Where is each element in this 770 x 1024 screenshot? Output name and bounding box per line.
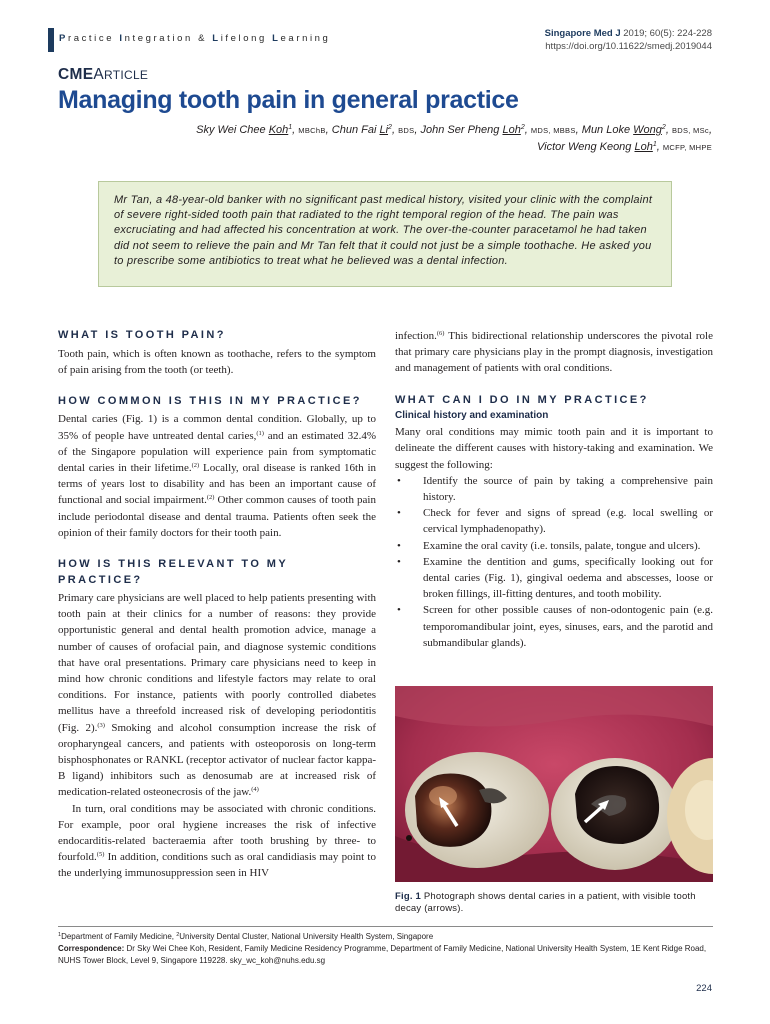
author-degree: MDS, MBBS (530, 126, 576, 135)
author-surname: Loh (502, 124, 521, 136)
citation: 2019; 60(5): 224-228 (620, 28, 712, 39)
journal-citation (545, 28, 712, 53)
paragraph: Many oral conditions may mimic tooth pain and it is important to delineate the different causes with history-taking and examination. We suggest the following: (395, 426, 713, 471)
heading-how-relevant: HOW IS THIS RELEVANT TO MY PRACTICE? (58, 558, 288, 586)
author-line-1 (100, 122, 712, 139)
examination-list (395, 473, 713, 651)
author: Mun Loke Wong$^2$, BDS, MSc, (581, 124, 712, 136)
author-surname: Li (379, 124, 389, 136)
citation-ref: (4) (251, 786, 259, 794)
bullet-icon: • (397, 507, 401, 520)
paragraph: Dental caries (Fig. 1) is a common dental condition. Globally, up to 35% of people have untreated dental caries,$^{(1)}$ and an estimated 32.4% of the Singapore population will experience pain from symptomatic dental caries in their lifetime.$^{(2)}$ Locally, oral disease is ranked 16th in terms of years lost to disability and has been an important cause of functional and social impairment.$^{(2)}$ Other common causes of tooth pain include periodontal disease and dental trauma. Patients often seek the opinion of their family doctors for their tooth pain. (58, 413, 376, 539)
author-surname: Koh (268, 124, 289, 136)
citation-ref: (3) (97, 721, 105, 729)
list-item: • Check for fever and signs of spread (e.g. local swelling or cervical lymphadenopathy). (397, 507, 713, 536)
bullet-icon: • (397, 555, 401, 568)
heading-how-common: HOW COMMON IS THIS IN MY PRACTICE? (58, 394, 362, 407)
author-degree: BDS (398, 126, 415, 135)
footnote-divider (58, 926, 713, 927)
case-vignette: Mr Tan, a 48-year-old banker with no significant past medical history, visited your clinic with the complaint of severe right-sided tooth pain that radiated to the right temporal region of the head. The pain was excruciating and had affected his concentration at work. The over-the-counter paracetamol he had taken did not seem to relieve the pain and Mr Tan felt that it could not just be a simple toothache. He asked you to prescribe some antibiotics to treat what he believed was a dental infection. (98, 181, 672, 287)
section-label-initial: I (119, 33, 125, 44)
heading-what-is-tooth-pain: WHAT IS TOOTH PAIN? (58, 329, 226, 341)
bullet-icon: • (397, 604, 401, 617)
heading-what-can-i-do: WHAT CAN I DO IN MY PRACTICE? (395, 393, 649, 406)
subheading-clinical-history: Clinical history and examination (395, 410, 549, 422)
list-item: • Screen for other possible causes of non-odontogenic pain (e.g. temporomandibular joint, eyes, sinuses, ears, and the parotid and submandibular glands). (397, 604, 713, 649)
section-label-initial: L (212, 33, 221, 44)
list-item: • Identify the source of pain by taking a comprehensive pain history. (397, 474, 713, 503)
figure-caption (395, 891, 713, 915)
affiliation-ref: 2 (520, 124, 525, 131)
citation-ref: (2) (191, 462, 200, 470)
author-degree: BDS, MSc (671, 126, 709, 135)
caption-text: Photograph shows dental caries in a patient, with visible tooth decay (arrows). (395, 891, 696, 914)
citation-ref: 1 (58, 932, 62, 938)
affiliation-ref: 2 (388, 124, 392, 131)
paragraph: In turn, oral conditions may be associated with chronic conditions. For example, poor oral hygiene increases the risk of infective endocarditis-related bacteraemia after tooth brushing by three- to fourfold.$^{(5)}$ In addition, conditions such as oral candidiasis may point to the underlying immunosuppression seen in HIV (58, 802, 376, 880)
author-degree: MCFP, MHPE (662, 143, 712, 152)
paragraph: Tooth pain, which is often known as toothache, refers to the symptom of pain arising from the tooth (or teeth). (58, 347, 376, 376)
correspondence: Correspondence: Dr Sky Wei Chee Koh, Resident, Family Medicine Residency Programme, Department of Family Medicine, National University Health System, 1E Kent Ridge Road, NUHS Tower Block, Level 9, Singapore 119228. sky_wc_koh@nuhs.edu.sg (58, 944, 707, 965)
list-item: • Examine the dentition and gums, specifically looking out for dental caries (Fig. 1), gingival oedema and abscesses, loose or broken fillings, ill-fitting dentures, and tooth mobility. (397, 555, 713, 601)
bullet-icon: • (397, 539, 401, 552)
author-surname: Wong (633, 124, 662, 136)
bullet-icon: • (397, 474, 401, 487)
section-label-initial: L (272, 33, 281, 44)
citation-ref: (6) (436, 330, 445, 337)
citation-ref: (2) (206, 494, 215, 502)
author: Chun Fai Li$^2$, BDS, (331, 124, 421, 136)
paragraph: infection.$^{(6)}$ This bidirectional relationship underscores the pivotal role that primary care physicians play in the prompt diagnosis, investigation and management of patients with oral conditions. (395, 330, 713, 375)
section-label-initial: P (59, 33, 68, 44)
author-line-2 (100, 139, 712, 156)
affiliation-ref: 1 (652, 141, 657, 148)
header-accent-bar (48, 28, 54, 52)
figure-1-photo (395, 686, 713, 882)
author: Victor Weng Keong Loh$^1$, MCFP, MHPE (537, 141, 712, 153)
affiliation-ref: 2 (661, 124, 666, 131)
section-label: Practice Integration & Lifelong Learning (59, 33, 331, 44)
article-type: CMEARTICLE (58, 66, 149, 83)
author: Sky Wei Chee Koh$^1$, MBChB, (196, 124, 332, 136)
article-title: Managing tooth pain in general practice (58, 86, 519, 114)
affiliation-ref: 1 (288, 124, 293, 131)
author: John Ser Pheng Loh$^2$, MDS, MBBS, (420, 124, 582, 136)
dental-caries-photo (395, 686, 713, 882)
list-item: • Examine the oral cavity (i.e. tonsils, palate, tongue and ulcers). (395, 538, 713, 554)
citation-ref: (5) (96, 851, 105, 859)
citation-ref: 2 (176, 932, 180, 938)
citation-ref: (1) (256, 429, 264, 437)
paragraph: Primary care physicians are well placed to help patients presenting with tooth pain at their clinics for a number of reasons: they provide opportunistic general and dental health promotion advice, manage a number of causes of orofacial pain, and diagnose systemic conditions that have oral presentations. Primary care physicians need to keep in mind how chronic conditions and lifestyle factors may relate to oral conditions. For instance, patients with poorly controlled diabetes mellitus have a threefold increased risk of developing periodontitis (Fig. 2).$^{(3)}$ Smoking and alcohol consumption increase the risk of oropharyngeal cancers, and patients with osteoporosis on long-term bisphosphonates or RANKL (receptor activator of nuclear factor kappa-B ligand) inhibitors such as denosumab are at increased risk of medication-related osteonecrosis of the jaw.$^{(4)}$ (58, 592, 377, 799)
footnote (58, 931, 713, 967)
affiliations: $^1$Department of Family Medicine, $^2$University Dental Cluster, National University Health System, Singapore (58, 932, 434, 941)
journal-name: Singapore Med J (544, 28, 621, 39)
left-column (58, 328, 376, 882)
author-list (100, 122, 712, 156)
figure-label: Fig. 1 (395, 891, 422, 902)
doi-link[interactable]: https://doi.org/10.11622/smedj.2019044 (545, 40, 712, 52)
author-surname: Loh (634, 141, 653, 153)
page-number: 224 (696, 983, 712, 994)
right-column (395, 328, 713, 651)
author-degree: MBChB (298, 126, 326, 135)
